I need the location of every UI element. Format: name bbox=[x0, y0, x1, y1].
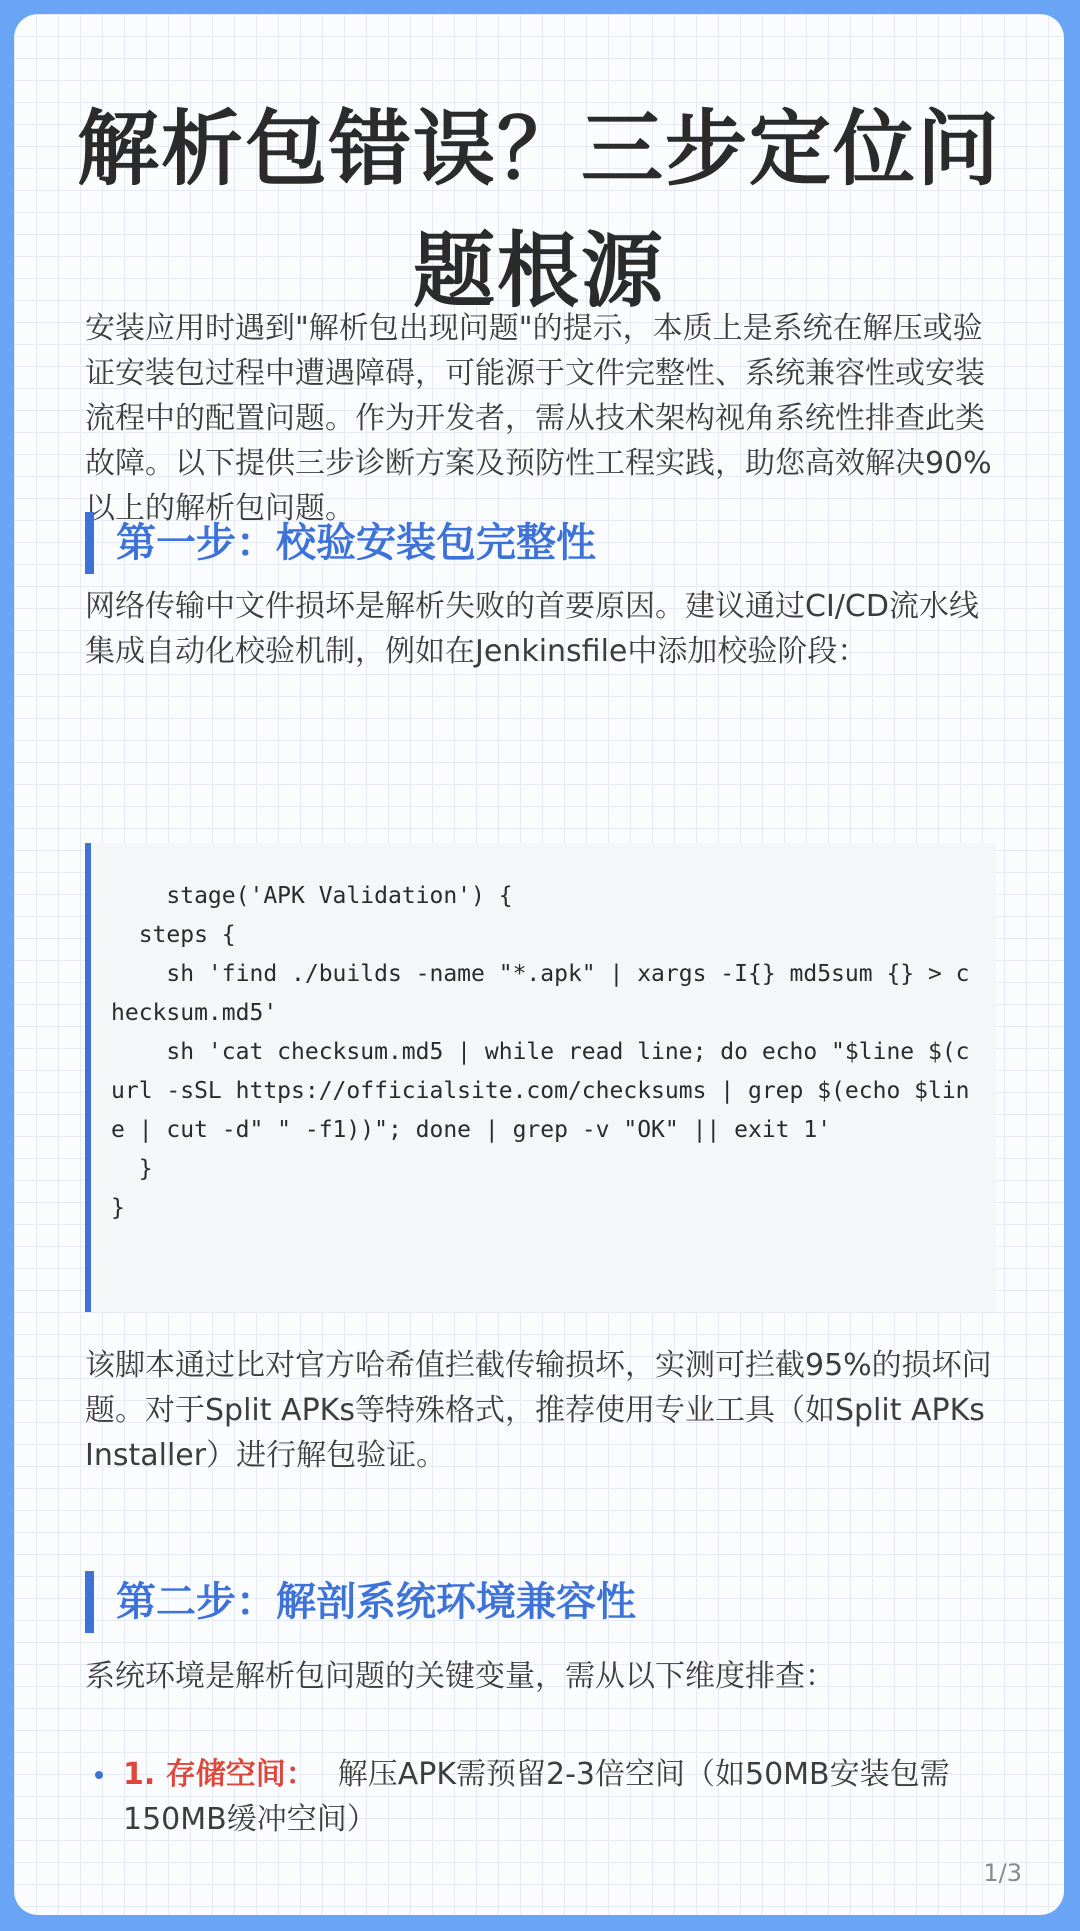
list-item-text: 解压APK需预留2-3倍空间（如50MB安装包需150MB缓冲空间） bbox=[123, 1757, 950, 1837]
code-block: stage('APK Validation') { steps { sh 'find ./builds -name "*.apk" | xargs -I{} md5sum {} > checksum.md5' sh 'cat checksum.md5 | while read line; do echo "$line $(curl -sSL https://officialsite.com/checksums | grep $(echo $line | cut -d" " -f1))"; done | grep -v "OK" || exit 1' } } bbox=[85, 843, 996, 1312]
list-item-label: 1. 存储空间： bbox=[123, 1757, 316, 1792]
step2-paragraph: 系统环境是解析包问题的关键变量，需从以下维度排查： bbox=[85, 1659, 835, 1694]
list-item bbox=[85, 1752, 1005, 1842]
page-indicator: 1/3 bbox=[983, 1859, 1022, 1887]
bullet-icon bbox=[95, 1771, 103, 1779]
intro-paragraph: 安装应用时遇到"解析包出现问题"的提示，本质上是系统在解压或验证安装包过程中遭遇障碍，可能源于文件完整性、系统兼容性或安装流程中的配置问题。作为开发者，需从技术架构视角系统性排查此类故障。以下提供三步诊断方案及预防性工程实践，助您高效解决90%以上的解析包问题。 bbox=[85, 311, 992, 526]
step2-list bbox=[85, 1752, 1005, 1842]
article-title: 解析包错误？三步定位问题根源 bbox=[76, 102, 1001, 319]
step1-paragraph: 网络传输中文件损坏是解析失败的首要原因。建议通过CI/CD流水线集成自动化校验机制，例如在Jenkinsfile中添加校验阶段： bbox=[85, 589, 979, 669]
step2-heading: 第二步：解剖系统环境兼容性 bbox=[85, 1571, 1005, 1633]
step1-after-paragraph: 该脚本通过比对官方哈希值拦截传输损坏，实测可拦截95%的损坏问题。对于Split APKs等特殊格式，推荐使用专业工具（如Split APKs Installer）进行解包验证。 bbox=[85, 1348, 992, 1473]
article-card bbox=[14, 14, 1064, 1915]
step1-heading: 第一步：校验安装包完整性 bbox=[85, 512, 1005, 574]
